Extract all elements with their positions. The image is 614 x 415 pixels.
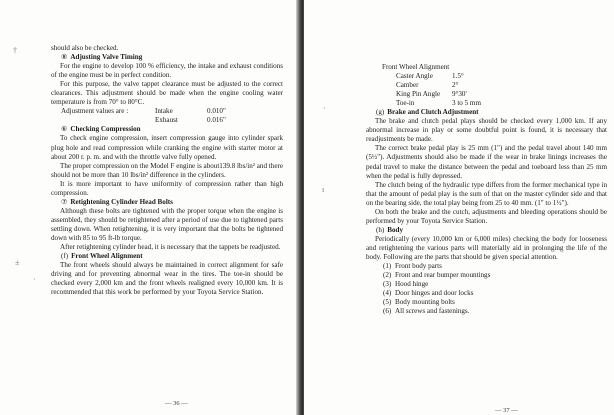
- body-parts-list: [366, 262, 607, 316]
- spec-row: Camber 2°: [396, 81, 459, 90]
- list-item: (2) Front and rear bumper mountings: [383, 271, 491, 280]
- cylinder-head-paragraph-1: Although these bolts are tightened with the proper torque when the engine is assembled, they should be retightened after a period of use due to tightened parts settling down. When retightening, it is very important that the bolts be tightened down with 85 to 95 ft-lb torque.: [51, 206, 283, 242]
- right-page: [304, 0, 614, 415]
- wheel-alignment-paragraph: The front wheels should always be maintained in correct alignment for safe driving and for preventing abnormal wear in the tires. The toe-in should be checked every 2,000 km and the front wheels realigned every 10,000 km. It is recommended that this work be performed by your Toyota Service Station.: [51, 261, 283, 297]
- list-item: (4) Door hinges and door locks: [383, 289, 474, 298]
- list-item: (6) All screws and fastenings.: [383, 307, 470, 316]
- wheel-alignment-heading: (f) Front Wheel Alignment: [61, 252, 143, 261]
- compression-heading: ⑥ Checking Compression: [61, 125, 141, 134]
- alignment-spec-title: Front Wheel Alignment: [382, 63, 450, 71]
- left-page: [0, 0, 300, 415]
- list-item: (3) Hood hinge: [383, 280, 429, 289]
- left-page-text: [51, 44, 283, 297]
- brake-paragraph-2: The correct brake pedal play is 25 mm (1") and the pedal travel about 140 mm (5½"). Adjustments should also be made if the wear in brake linings increases the pedal travel to make the distance between the pedal and toeboard less than 25 mm when the pedal is fully depressed.: [366, 144, 607, 180]
- body-heading: (h) Body: [376, 225, 404, 234]
- list-item: (5) Body mounting bolts: [383, 298, 455, 307]
- brake-paragraph-3: The clutch being of the hydraulic type differs from the former mechanical type in that the amount of pedal play is the sum of that on the master cylinder side and that on the bearing side, the total play being from 25 to 40 mm. (1" to 1½").: [366, 180, 607, 207]
- binding-mark: ·: [323, 104, 326, 113]
- binding-mark: †: [13, 46, 17, 55]
- right-page-text: [366, 63, 607, 316]
- binding-mark: ı: [322, 185, 325, 194]
- brake-clutch-heading: (g) Brake and Clutch Adjustment: [376, 108, 479, 117]
- page-number-right: — 37 —: [495, 407, 518, 414]
- valve-clearance-paragraph: For this purpose, the valve tappet clearance must be adjusted to the correct clearances. This adjustment should be made when the engine cooling water temperature is from 70° to 80°C.: [51, 80, 283, 107]
- spec-row: Toe-in 3 to 5 mm: [396, 99, 481, 108]
- spec-row: Caster Angle 1.5°: [396, 72, 464, 81]
- spec-row: King Pin Angle 9°30': [396, 90, 467, 99]
- page-number-left: — 36 —: [165, 400, 188, 407]
- list-item: (1) Front body parts: [383, 262, 442, 271]
- cylinder-head-paragraph-2: After retightening cylinder head, it is necessary that the tappets be readjusted.: [60, 243, 281, 252]
- binding-mark: ·: [33, 275, 36, 284]
- brake-paragraph-4: On both the brake and the cutch, adjustments and bleeding operations should be performed by your Toyota Service Station.: [366, 207, 607, 225]
- brake-paragraph-1: The brake and clutch pedal plays should be checked every 1,000 km. If any abnormal increase in play or some doubtful point is found, it is necessary that readjustments be made.: [366, 117, 607, 144]
- compression-paragraph-1: To check engine compression, insert compression gauge into cylinder spark plug hole and read compression while cranking the engine with starter motor at about 200 r. p. m. and with the throttle valve fully opened.: [51, 134, 283, 161]
- adjustment-values: Adjustment values are : Intake 0.010" Exhaust 0.016": [61, 107, 226, 125]
- binding-mark: ±: [15, 258, 20, 267]
- cylinder-head-heading: ⑦ Retightening Cylinder Head Bolts: [61, 197, 173, 206]
- alignment-spec-list: [366, 63, 607, 108]
- valve-timing-heading: ⑧ Adjusting Valve Timing: [61, 53, 143, 62]
- valve-timing-paragraph: For the engine to develop 100 % efficiency, the intake and exhaust conditions of the engine must be in perfect condition.: [51, 62, 283, 80]
- compression-paragraph-3: It is more important to have uniformity of compression rather than high compression.: [51, 179, 283, 197]
- compression-paragraph-2: The proper compression on the Model F engine is about139.8 lbs/in² and there should not be more than 10 lbs/in² difference in the cylinders.: [51, 161, 283, 179]
- intro-line: should also be checked.: [51, 44, 119, 52]
- body-paragraph: Periodically (every 10,000 km or 6,000 miles) checking the body for looseness and retightening the various parts will materially aid in prolonging the life of the body. Following are the parts that should be given special attention.: [366, 234, 607, 261]
